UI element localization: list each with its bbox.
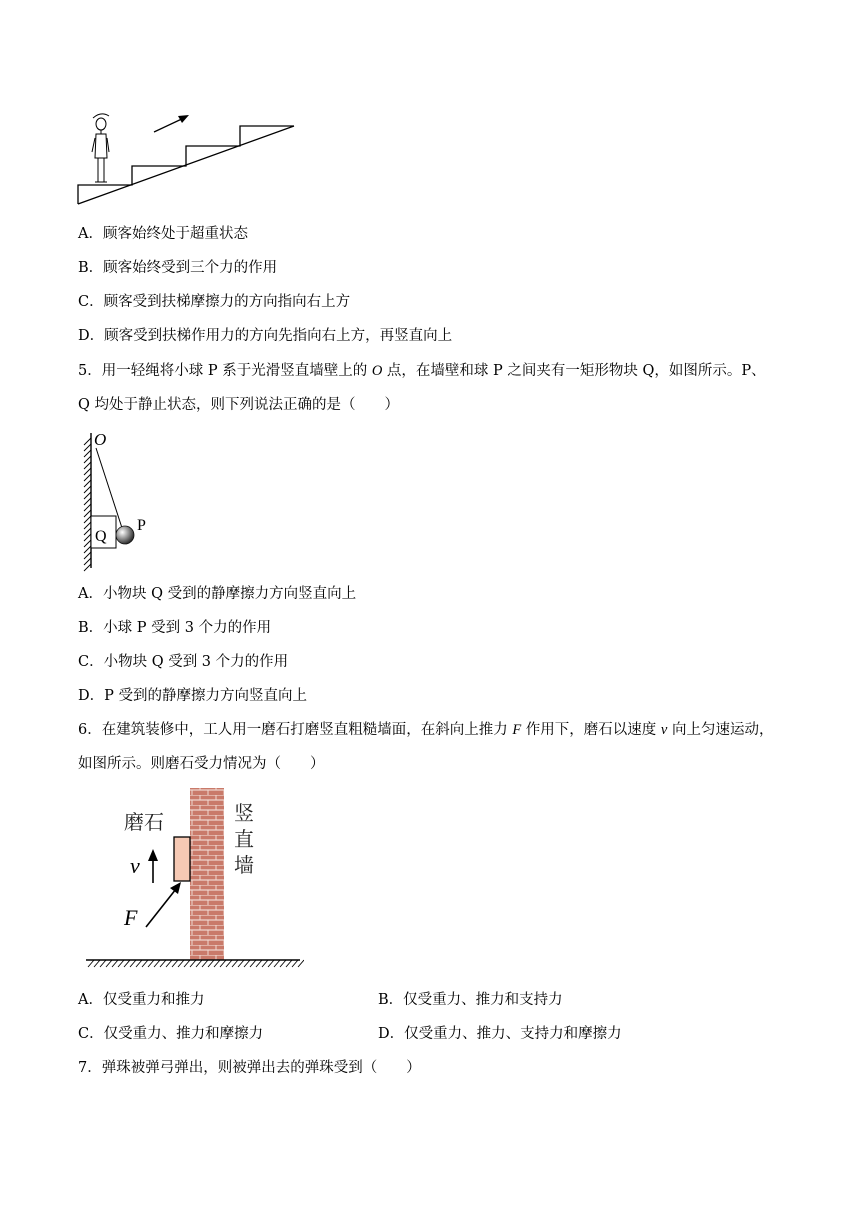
q4-option-b: B．顾客始终受到三个力的作用 <box>78 260 278 276</box>
hatch-line <box>256 960 262 967</box>
hatch-line <box>268 960 274 967</box>
hatch-line <box>142 960 148 967</box>
hatch-line <box>84 480 91 487</box>
hatch-line <box>84 444 91 451</box>
hatch-line <box>84 450 91 457</box>
q4-option-c: C．顾客受到扶梯摩擦力的方向指向右上方 <box>78 294 351 310</box>
q6-var-f: F <box>512 722 522 738</box>
hatch-line <box>84 558 91 565</box>
hatch-line <box>196 960 202 967</box>
hatch-line <box>298 960 304 967</box>
velocity-label: v <box>130 853 140 878</box>
q5-stem-text-b: 点，在墙壁和球 P 之间夹有一矩形物块 Q，如图所示。P、 <box>382 363 766 379</box>
escalator-slope <box>78 126 294 204</box>
hatch-line <box>84 534 91 541</box>
ball-p-label: P <box>137 517 146 534</box>
hatch-line <box>136 960 142 967</box>
hatch-line <box>84 486 91 493</box>
hatch-line <box>274 960 280 967</box>
wall-hatching <box>84 438 91 571</box>
hatch-line <box>280 960 286 967</box>
hatch-line <box>190 960 196 967</box>
hatch-line <box>84 528 91 535</box>
hatch-line <box>84 456 91 463</box>
hatch-line <box>84 510 91 517</box>
hatch-line <box>130 960 136 967</box>
hatch-line <box>238 960 244 967</box>
brick-wall <box>190 788 224 960</box>
escalator-figure <box>74 110 304 210</box>
hatch-line <box>178 960 184 967</box>
hatch-line <box>84 546 91 553</box>
ball-p <box>116 526 134 544</box>
hatch-line <box>112 960 118 967</box>
q5-option-a: A．小物块 Q 受到的静摩擦力方向竖直向上 <box>78 586 357 602</box>
hatch-line <box>232 960 238 967</box>
hatch-line <box>262 960 268 967</box>
wall-ball-figure <box>76 428 166 573</box>
q6-stem-text-b: 作用下，磨石以速度 <box>521 722 661 738</box>
q5-stem-line2: Q 均处于静止状态，则下列说法正确的是（ ） <box>78 397 399 413</box>
wall-label <box>234 801 254 877</box>
q6-stem-text-a: 6．在建筑装修中，工人用一磨石打磨竖直粗糙墙面，在斜向上推力 <box>78 722 513 738</box>
hatch-line <box>124 960 130 967</box>
hatch-line <box>100 960 106 967</box>
hatch-line <box>118 960 124 967</box>
hatch-line <box>84 516 91 523</box>
hatch-line <box>166 960 172 967</box>
hatch-line <box>94 960 100 967</box>
hatch-line <box>84 564 91 571</box>
hatch-line <box>84 498 91 505</box>
hatch-line <box>84 438 91 445</box>
velocity-arrow <box>148 849 158 883</box>
force-label: F <box>124 905 138 930</box>
hatch-line <box>220 960 226 967</box>
hatch-line <box>214 960 220 967</box>
hatch-line <box>184 960 190 967</box>
q5-var-o: O <box>371 363 383 379</box>
q6-stem-line2: 如图所示。则磨石受力情况为（ ） <box>78 756 325 772</box>
grindstone-label: 磨石 <box>124 810 164 834</box>
q7-stem-line1: 7．弹珠被弹弓弹出，则被弹出去的弹珠受到（ ） <box>78 1060 421 1076</box>
hatch-line <box>226 960 232 967</box>
point-o-label: O <box>94 430 107 449</box>
q6-stem-text-c: 向上匀速运动， <box>667 722 774 738</box>
hatch-line <box>208 960 214 967</box>
hatch-line <box>148 960 154 967</box>
q6-option-c: C．仅受重力、推力和摩擦力 <box>78 1026 264 1042</box>
block-q-label: Q <box>95 528 107 545</box>
hatch-line <box>84 468 91 475</box>
q5-option-d: D．P 受到的静摩擦力方向竖直向上 <box>78 688 307 704</box>
q5-option-b: B．小球 P 受到 3 个力的作用 <box>78 620 272 636</box>
hatch-line <box>160 960 166 967</box>
hatch-line <box>84 540 91 547</box>
hatch-line <box>84 462 91 469</box>
force-arrow <box>146 882 181 927</box>
hatch-line <box>172 960 178 967</box>
q4-option-a: A．顾客始终处于超重状态 <box>78 226 248 242</box>
q6-option-b: B．仅受重力、推力和支持力 <box>378 992 563 1008</box>
grindstone-figure <box>84 785 304 975</box>
hatch-line <box>88 960 94 967</box>
hatch-line <box>84 504 91 511</box>
hatch-line <box>84 522 91 529</box>
ground-hatching <box>88 960 304 967</box>
hatch-line <box>292 960 298 967</box>
hatch-line <box>84 492 91 499</box>
q6-option-a: A．仅受重力和推力 <box>78 992 205 1008</box>
svg-text:竖直墙: 竖直墙 <box>234 801 254 877</box>
customer-icon <box>92 114 109 182</box>
q6-stem-line1 <box>78 720 773 740</box>
hatch-line <box>244 960 250 967</box>
q6-var-v: v <box>660 722 668 738</box>
hatch-line <box>84 474 91 481</box>
q6-option-d: D．仅受重力、推力、支持力和摩擦力 <box>378 1026 622 1042</box>
q5-stem-line1 <box>78 361 766 381</box>
hatch-line <box>202 960 208 967</box>
hatch-line <box>84 552 91 559</box>
hatch-line <box>286 960 292 967</box>
grindstone-block <box>174 837 190 881</box>
q5-option-c: C．小物块 Q 受到 3 个力的作用 <box>78 654 289 670</box>
q4-option-d: D．顾客受到扶梯作用力的方向先指向右上方，再竖直向上 <box>78 328 453 344</box>
q5-stem-text-a: 5．用一轻绳将小球 P 系于光滑竖直墙壁上的 <box>78 363 372 379</box>
hatch-line <box>106 960 112 967</box>
motion-arrow <box>154 115 189 132</box>
hatch-line <box>154 960 160 967</box>
hatch-line <box>250 960 256 967</box>
